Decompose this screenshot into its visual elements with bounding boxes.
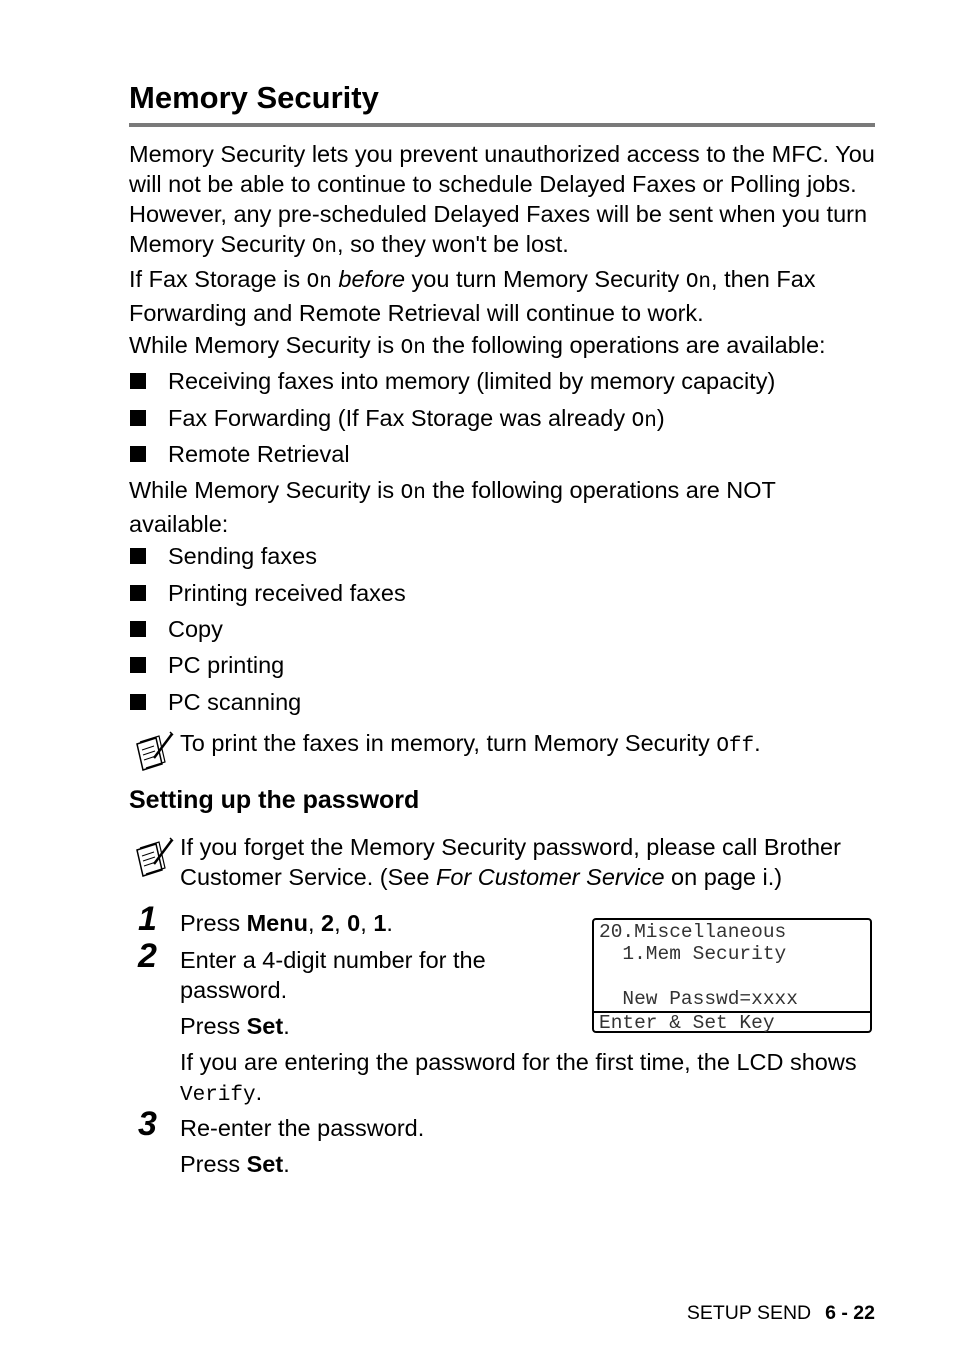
lcd-display bbox=[592, 918, 872, 1033]
bullet-square-icon bbox=[130, 548, 146, 564]
note-pencil-icon bbox=[134, 836, 174, 878]
bullet-square-icon bbox=[130, 373, 146, 389]
list-item: PC scanning bbox=[168, 689, 302, 715]
note-print-faxes: To print the faxes in memory, turn Memory Security Off. bbox=[180, 730, 761, 758]
list-item: PC printing bbox=[168, 652, 285, 678]
bullet-square-icon bbox=[130, 657, 146, 673]
intro-paragraph-2: If Fax Storage is On before you turn Memory Security On, then Fax Forwarding and Remote Retrieval will continue to work. bbox=[129, 266, 816, 326]
step-number: 1 bbox=[138, 900, 157, 938]
note-pencil-icon bbox=[134, 730, 174, 772]
page-footer bbox=[687, 1302, 875, 1325]
list-item: Sending faxes bbox=[168, 543, 317, 569]
list-item: Printing received faxes bbox=[168, 580, 406, 606]
bullet-square-icon bbox=[130, 694, 146, 710]
step-number: 2 bbox=[138, 937, 157, 975]
lcd-line-1: 20.Miscellaneous bbox=[599, 921, 787, 943]
step-1-text: Press Menu, 2, 0, 1. bbox=[180, 910, 393, 936]
list-item: Copy bbox=[168, 616, 223, 642]
lcd-line-5: Enter & Set Key bbox=[599, 1012, 775, 1034]
step-3-press: Press Set. bbox=[180, 1151, 290, 1177]
footer-page-number: 6 - 22 bbox=[825, 1302, 875, 1324]
list-item: Remote Retrieval bbox=[168, 441, 350, 467]
step-number: 3 bbox=[138, 1105, 157, 1143]
step-2-text: Enter a 4-digit number for the password. bbox=[180, 947, 486, 1003]
bullet-square-icon bbox=[130, 446, 146, 462]
section-subtitle: Setting up the password bbox=[129, 786, 420, 814]
intro-paragraph-1: Memory Security lets you prevent unauthorized access to the MFC. You will not be able to continue to schedule Delayed Faxes or Polling jobs. However, any pre-scheduled Delayed Faxes will be sent when you turn Memory Security On, so they won't be lost. bbox=[129, 141, 875, 259]
bullet-square-icon bbox=[130, 410, 146, 426]
bullet-square-icon bbox=[130, 621, 146, 637]
bullet-square-icon bbox=[130, 585, 146, 601]
title-rule bbox=[129, 123, 875, 127]
available-intro: While Memory Security is On the following operations are available: bbox=[129, 332, 826, 360]
note-forgot-password: If you forget the Memory Security password, please call Brother Customer Service. (See For Customer Service on page i.) bbox=[180, 834, 841, 890]
page-title: Memory Security bbox=[129, 80, 379, 115]
step-3-text: Re-enter the password. bbox=[180, 1115, 425, 1141]
not-available-intro: While Memory Security is On the following operations are NOT available: bbox=[129, 477, 776, 537]
list-item: Fax Forwarding (If Fax Storage was already On) bbox=[168, 405, 665, 433]
step-2-info: If you are entering the password for the first time, the LCD shows Verify. bbox=[180, 1049, 857, 1107]
list-item: Receiving faxes into memory (limited by memory capacity) bbox=[168, 368, 776, 394]
lcd-line-4: New Passwd=xxxx bbox=[599, 988, 798, 1010]
lcd-line-2: 1.Mem Security bbox=[599, 943, 787, 965]
step-2-press: Press Set. bbox=[180, 1013, 290, 1039]
footer-section: SETUP SEND bbox=[686, 1302, 812, 1324]
